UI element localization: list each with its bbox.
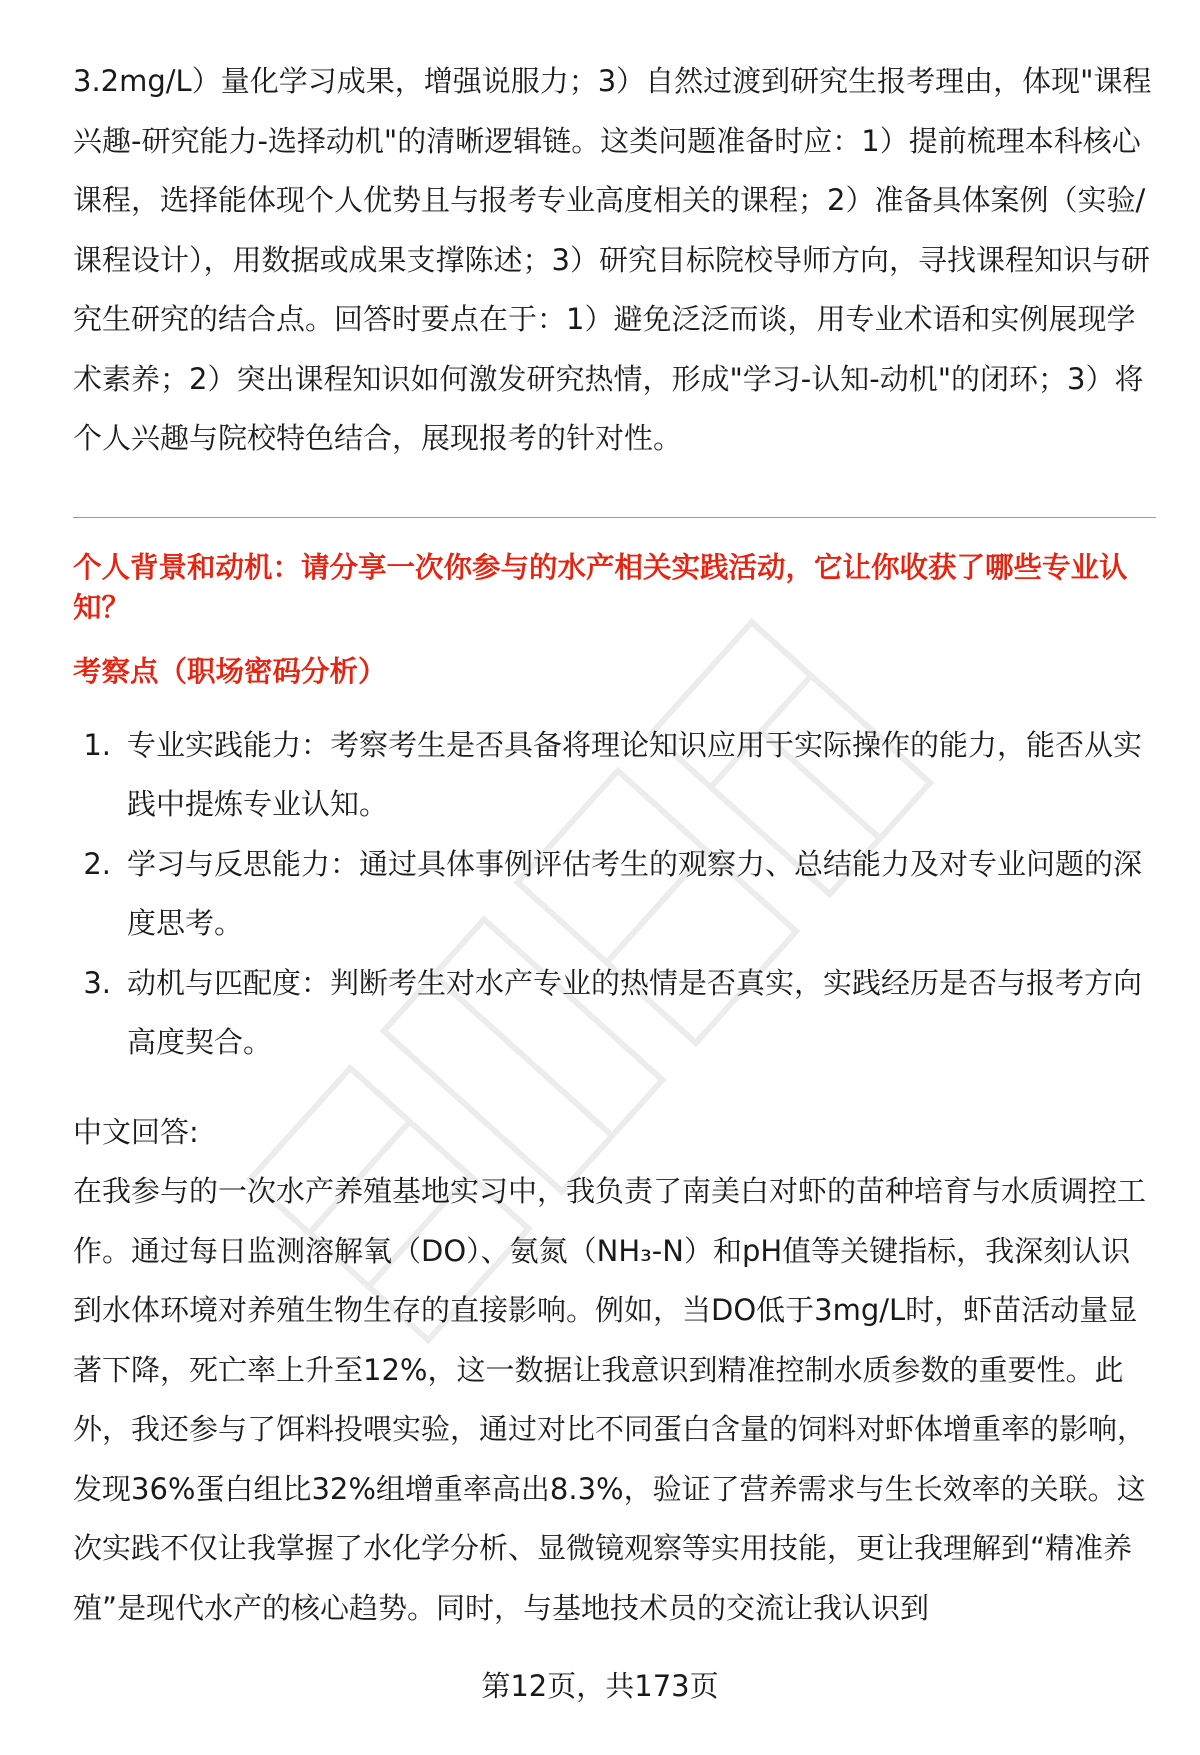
list-item	[73, 716, 1156, 835]
list-item-number: 3.	[83, 965, 111, 1000]
list-item	[73, 835, 1156, 954]
question-heading: 个人背景和动机：请分享一次你参与的水产相关实践活动，它让你收获了哪些专业认知？	[73, 550, 1128, 624]
list-item-number: 2.	[83, 846, 111, 881]
section-divider	[73, 517, 1156, 518]
list-item-number: 1.	[83, 727, 111, 762]
list-item	[73, 954, 1156, 1073]
document-page	[73, 52, 1156, 1638]
analysis-heading: 考察点（职场密码分析）	[73, 654, 387, 688]
list-item-text: 专业实践能力：考察考生是否具备将理论知识应用于实际操作的能力，能否从实践中提炼专业认知。	[127, 727, 1143, 821]
intro-paragraph: 3.2mg/L）量化学习成果，增强说服力；3）自然过渡到研究生报考理由，体现"课程兴趣-研究能力-选择动机"的清晰逻辑链。这类问题准备时应：1）提前梳理本科核心课程，选择能体现个人优势且与报考专业高度相关的课程；2）准备具体案例（实验/课程设计），用数据或成果支撑陈述；3）研究目标院校导师方向，寻找课程知识与研究生研究的结合点。回答时要点在于：1）避免泛泛而谈，用专业术语和实例展现学术素养；2）突出课程知识如何激发研究热情，形成"学习-认知-动机"的闭环；3）将个人兴趣与院校特色结合，展现报考的针对性。	[73, 64, 1152, 455]
analysis-points-list	[73, 716, 1156, 1073]
answer-label: 中文回答:	[73, 1114, 199, 1149]
answer-paragraph: 在我参与的一次水产养殖基地实习中，我负责了南美白对虾的苗种培育与水质调控工作。通过每日监测溶解氧（DO）、氨氮（NH₃-N）和pH值等关键指标，我深刻认识到水体环境对养殖生物生存的直接影响。例如，当DO低于3mg/L时，虾苗活动量显著下降，死亡率上升至12%，这一数据让我意识到精准控制水质参数的重要性。此外，我还参与了饵料投喂实验，通过对比不同蛋白含量的饲料对虾体增重率的影响，发现36%蛋白组比32%组增重率高出8.3%，验证了营养需求与生长效率的关联。这次实践不仅让我掌握了水化学分析、显微镜观察等实用技能，更让我理解到“精准养殖”是现代水产的核心趋势。同时，与基地技术员的交流让我认识到	[73, 1174, 1147, 1625]
list-item-text: 动机与匹配度：判断考生对水产专业的热情是否真实，实践经历是否与报考方向高度契合。	[127, 965, 1143, 1059]
list-item-text: 学习与反思能力：通过具体事例评估考生的观察力、总结能力及对专业问题的深度思考。	[127, 846, 1143, 940]
page-number-footer: 第12页，共173页	[481, 1669, 719, 1703]
